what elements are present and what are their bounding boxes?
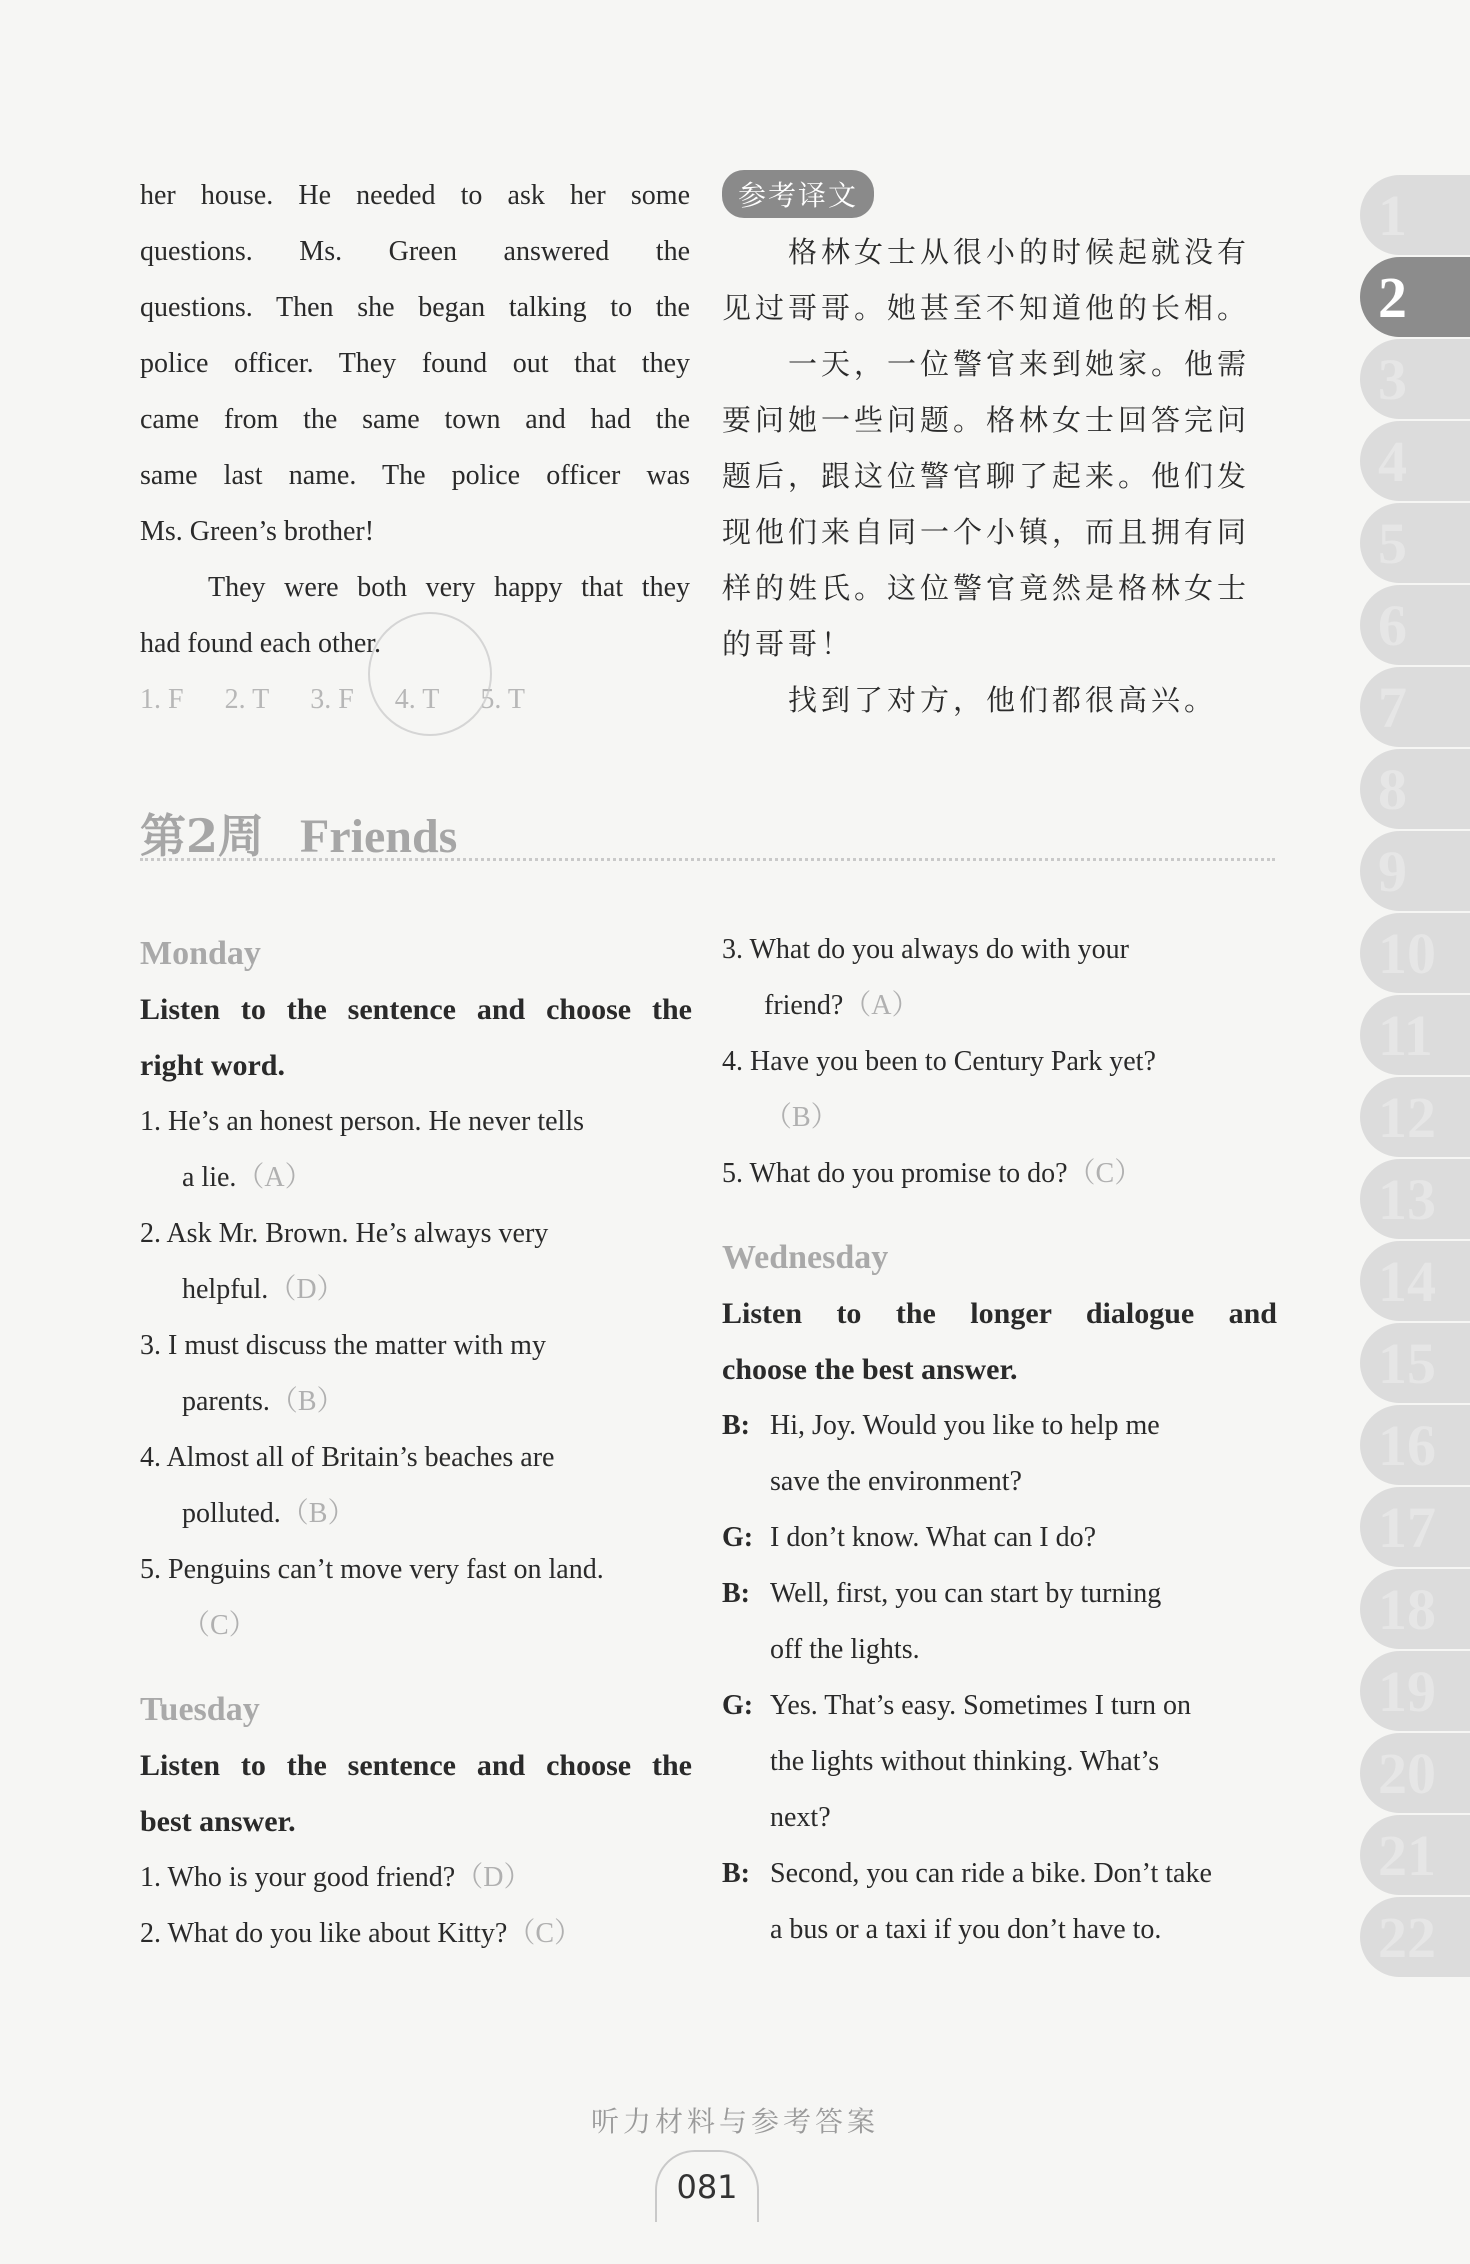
translation-line: 的哥哥！ <box>722 627 855 661</box>
story-line: Ms. Green’s brother! <box>140 516 375 547</box>
page-number: 081 <box>655 2150 759 2222</box>
chapter-tab[interactable]: 7 <box>1360 667 1470 747</box>
chapter-tab[interactable]: 8 <box>1360 749 1470 829</box>
speaker: G: <box>722 1522 754 1553</box>
chapter-tab[interactable]: 6 <box>1360 585 1470 665</box>
question-item: 4. Have you been to Century Park yet? （B） <box>722 1046 1156 1133</box>
answer: （B） <box>764 1102 839 1133</box>
chapter-tab[interactable]: 17 <box>1360 1487 1470 1567</box>
question-item: 5. What do you promise to do?（C） <box>722 1158 1143 1189</box>
story-line: questions. Then she began talking to the <box>140 292 690 323</box>
answer: 1. F <box>140 684 184 715</box>
speaker: G: <box>722 1690 754 1721</box>
chapter-tab[interactable]: 14 <box>1360 1241 1470 1321</box>
story-line: came from the same town and had the <box>140 404 690 435</box>
chapter-tab[interactable]: 9 <box>1360 831 1470 911</box>
chapter-tab[interactable]: 5 <box>1360 503 1470 583</box>
answer: 5. T <box>480 684 525 715</box>
answer: （C） <box>1067 1158 1143 1189</box>
day-heading-tuesday: Tuesday <box>140 1691 260 1728</box>
chapter-tab[interactable]: 21 <box>1360 1815 1470 1895</box>
story-line: questions. Ms. Green answered the <box>140 236 690 267</box>
chapter-tab[interactable]: 19 <box>1360 1651 1470 1731</box>
translation-line: 题后，跟这位警官聊了起来。他们发 <box>722 459 1251 493</box>
instruction: right word. <box>140 1049 285 1082</box>
speaker: B: <box>722 1858 750 1889</box>
instruction: best answer. <box>140 1805 296 1838</box>
chapter-tab[interactable]: 1 <box>1360 175 1470 255</box>
unit-title: Friends <box>300 810 458 863</box>
day-heading-wednesday: Wednesday <box>722 1239 889 1276</box>
question-item: 5. Penguins can’t move very fast on land. （C） <box>140 1554 604 1641</box>
left-exercise-column <box>140 926 692 1962</box>
question-item: 2. What do you like about Kitty?（C） <box>140 1918 582 1949</box>
answer: 3. F <box>310 684 354 715</box>
chapter-tab[interactable]: 20 <box>1360 1733 1470 1813</box>
question-item: 4. Almost all of Britain’s beaches are polluted.（B） <box>140 1442 555 1529</box>
question-item: 2. Ask Mr. Brown. He’s always very helpful.（D） <box>140 1218 549 1305</box>
chapter-tab[interactable]: 16 <box>1360 1405 1470 1485</box>
unit-week: 第2周 <box>140 809 265 863</box>
instruction: Listen to the sentence and choose the <box>140 1749 692 1782</box>
chapter-tab[interactable]: 22 <box>1360 1897 1470 1977</box>
answer: （C） <box>182 1610 257 1641</box>
footer-caption: 听力材料与参考答案 <box>590 2105 879 2138</box>
dialogue-line: G: I don’t know. What can I do? <box>722 1510 1277 1566</box>
story-line: They were both very happy that they <box>208 572 690 603</box>
speaker: B: <box>722 1578 750 1609</box>
translation-line: 格林女士从很小的时候起就没有 <box>788 235 1251 269</box>
instruction: Listen to the sentence and choose the <box>140 993 692 1026</box>
answer: （B） <box>269 1386 345 1417</box>
dialogue-line: B: Hi, Joy. Would you like to help me save the environment? <box>722 1398 1277 1510</box>
chapter-tab[interactable]: 15 <box>1360 1323 1470 1403</box>
chapter-tab[interactable]: 13 <box>1360 1159 1470 1239</box>
chapter-tab[interactable]: 18 <box>1360 1569 1470 1649</box>
translation-line: 一天，一位警官来到她家。他需 <box>788 347 1251 381</box>
question-item: 3. I must discuss the matter with my parents.（B） <box>140 1330 546 1417</box>
dialogue-line: B: Well, first, you can start by turning off the lights. <box>722 1566 1277 1678</box>
heading-divider <box>140 858 1275 861</box>
chapter-tab[interactable]: 12 <box>1360 1077 1470 1157</box>
right-exercise-column <box>722 922 1277 1958</box>
story-line: police officer. They found out that they <box>140 348 690 379</box>
chapter-tabs <box>1360 175 1470 1979</box>
translation-line: 要问她一些问题。格林女士回答完问 <box>722 403 1251 437</box>
instruction: choose the best answer. <box>722 1353 1018 1386</box>
translation-line: 现他们来自同一个小镇，而且拥有同 <box>722 515 1251 549</box>
chapter-tab-active[interactable]: 2 <box>1360 257 1470 337</box>
answer: （B） <box>280 1498 356 1529</box>
instruction: Listen to the longer dialogue and <box>722 1297 1277 1330</box>
question-item: 1. Who is your good friend?（D） <box>140 1862 532 1893</box>
day-heading-monday: Monday <box>140 935 261 972</box>
answer: （D） <box>455 1862 532 1893</box>
story-line: her house. He needed to ask her some <box>140 180 690 211</box>
dialogue-line: G: Yes. That’s easy. Sometimes I turn on the lights without thinking. What’s next? <box>722 1678 1277 1846</box>
chapter-tab[interactable]: 3 <box>1360 339 1470 419</box>
unit-heading <box>140 800 457 866</box>
answer: （C） <box>507 1918 582 1949</box>
question-item: 1. He’s an honest person. He never tells a lie.（A） <box>140 1106 584 1193</box>
chapter-tab[interactable]: 11 <box>1360 995 1470 1075</box>
answer: 4. T <box>394 684 440 715</box>
speaker: B: <box>722 1410 750 1441</box>
answer: （A） <box>236 1162 313 1193</box>
question-item: 3. What do you always do with your friend?（A） <box>722 934 1129 1021</box>
chapter-tab[interactable]: 10 <box>1360 913 1470 993</box>
story-line: had found each other. <box>140 628 382 659</box>
watermark-stamp-icon <box>368 612 492 736</box>
story-line: same last name. The police officer was <box>140 460 690 491</box>
chapter-tab[interactable]: 4 <box>1360 421 1470 501</box>
answer: 2. T <box>224 684 270 715</box>
translation-line: 见过哥哥。她甚至不知道他的长相。 <box>722 291 1251 325</box>
translation-line: 样的姓氏。这位警官竟然是格林女士 <box>722 571 1251 605</box>
translation-line: 找到了对方，他们都很高兴。 <box>788 683 1218 717</box>
answer: （D） <box>268 1274 345 1305</box>
answer: （A） <box>843 990 920 1021</box>
dialogue-line: B: Second, you can ride a bike. Don’t take a bus or a taxi if you don’t have to. <box>722 1846 1277 1958</box>
translation-badge: 参考译文 <box>722 170 874 218</box>
translation-column <box>722 170 1277 728</box>
